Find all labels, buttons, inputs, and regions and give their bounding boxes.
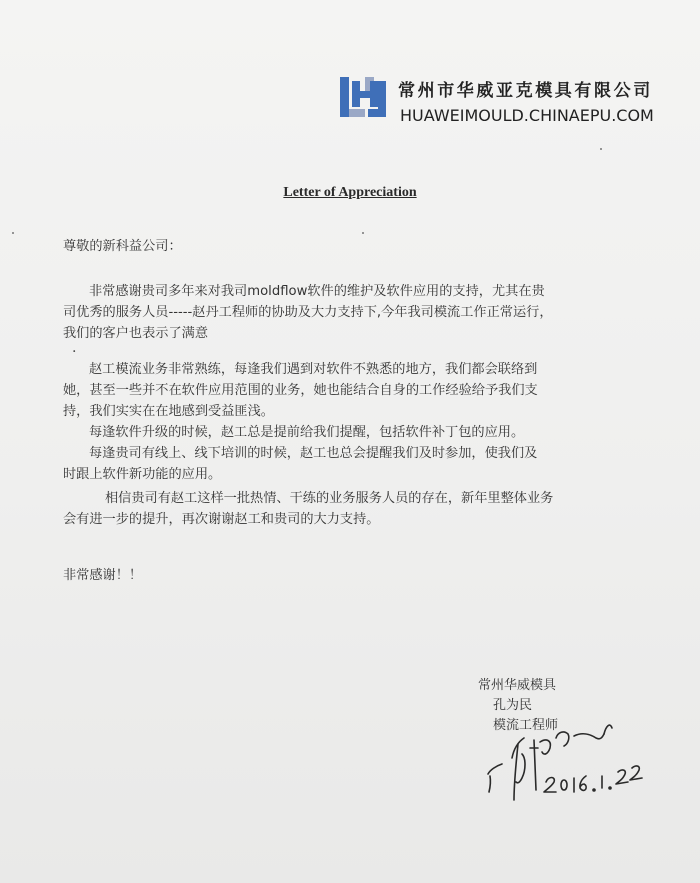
- company-website: HUAWEIMOULD.CHINAEPU.COM: [400, 106, 654, 125]
- scan-speck: [362, 232, 364, 234]
- stray-dot: .: [72, 340, 77, 356]
- paragraph-1: [63, 281, 623, 344]
- handwritten-signature: [478, 718, 658, 818]
- scan-speck: [600, 148, 602, 150]
- paragraph-line: 会有进一步的提升，再次谢谢赵工和贵司的大力支持。: [63, 512, 380, 527]
- company-name-cn: 常州市华威亚克模具有限公司: [398, 81, 653, 101]
- salutation: 尊敬的新科益公司：: [63, 239, 182, 254]
- paragraph-line: 我们的客户也表示了满意: [63, 326, 209, 341]
- letter-title: Letter of Appreciation: [283, 185, 417, 200]
- signer-role: 模流工程师: [493, 718, 559, 733]
- paragraph-line: 时跟上软件新功能的应用。: [63, 467, 222, 482]
- signer-company: 常州华威模具: [478, 678, 557, 693]
- signer-name: 孔为民: [493, 698, 533, 713]
- paragraph-line: 持，我们实实在在地感到受益匪浅。: [63, 404, 274, 419]
- scan-speck: [12, 232, 14, 234]
- paragraph-line: 每逢贵司有线上、线下培训的时候，赵工也总会提醒我们及时参加，使我们及: [89, 446, 538, 461]
- paragraph-line: 相信贵司有赵工这样一批热情、干练的业务服务人员的存在，新年里整体业务: [105, 491, 554, 506]
- paragraph-line: 每逢软件升级的时候，赵工总是提前给我们提醒，包括软件补丁包的应用。: [89, 425, 525, 440]
- closing-line: 非常感谢！！: [63, 568, 143, 583]
- company-logo: [338, 73, 388, 121]
- paragraph-line: 非常感谢贵司多年来对我司moldflow软件的维护及软件应用的支持，尤其在贵: [89, 284, 545, 299]
- paragraph-line: 她，甚至一些并不在软件应用范围的业务，她也能结合自身的工作经验给予我们支: [63, 383, 538, 398]
- paragraph-line: 赵工模流业务非常熟练，每逢我们遇到对软件不熟悉的地方，我们都会联络到: [89, 362, 538, 377]
- paragraph-line: 司优秀的服务人员-----赵丹工程师的协助及大力支持下,今年我司模流工作正常运行，: [63, 305, 553, 320]
- paragraph-3: [63, 488, 623, 530]
- paragraph-2: [63, 359, 623, 485]
